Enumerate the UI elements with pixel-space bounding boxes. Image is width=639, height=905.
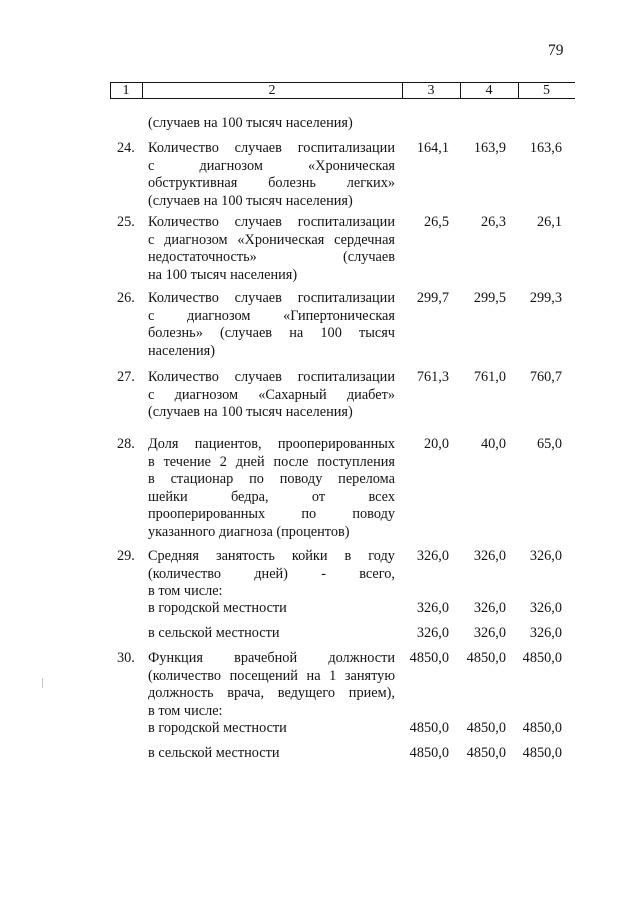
row-text-line [148,685,395,703]
header-col-2: 2 [268,83,276,98]
row-text-line: в том числе: [148,583,223,600]
word: недостаточность» [148,249,257,266]
word: прооперированных [277,436,395,452]
word: диабет» [346,386,395,403]
value-cell: 299,7 [416,290,449,306]
value-cell: 40,0 [480,436,506,452]
word: с [148,231,155,248]
value-cell: 326,0 [473,600,506,616]
word: должность [148,685,214,702]
row-number: 27. [117,369,135,385]
word: дней) [254,565,288,582]
row-number: 25. [117,214,135,230]
word: дней [235,453,265,470]
word: «Сахарный [258,386,327,403]
word: в [148,471,155,488]
continuation-text: (случаев на 100 тысяч населения) [148,115,353,131]
word: болезнь [268,175,316,192]
word: течение [163,453,211,470]
row-text-line [148,140,395,158]
value-cell: 4850,0 [522,650,562,666]
row-number: 30. [117,650,135,666]
value-cell: 760,7 [529,369,562,385]
page-number: 79 [548,42,564,59]
word: случаев [234,214,282,230]
value-cell: 65,0 [536,436,562,452]
word: - [321,565,326,582]
word: занятую [344,667,395,684]
row-text-line [148,454,395,472]
row-text-line [148,175,395,193]
value-cell: 326,0 [529,600,562,616]
word: госпитализации [297,140,395,156]
word: 1 [329,667,337,684]
value-cell: 20,0 [423,436,449,452]
word: Количество [148,369,219,385]
value-cell: 4850,0 [466,720,506,736]
header-col-1: 1 [122,83,130,98]
word: «Гипертоническая [283,307,395,324]
word: поводу [279,471,323,488]
table-header [110,82,575,99]
value-cell: 299,3 [529,290,562,306]
word: Количество [148,214,219,230]
row-text-line: (случаев на 100 тысяч населения) [148,404,353,421]
word: Функция [148,650,203,666]
word: на [306,667,321,684]
value-cell: 326,0 [416,548,449,564]
row-number: 24. [117,140,135,156]
word: после [273,453,309,470]
row-number: 26. [117,290,135,306]
word: болезнь» [148,325,203,342]
value-cell: 4850,0 [522,745,562,761]
word: диагнозом [164,231,228,248]
word: Доля [148,436,179,452]
word: в [344,548,352,564]
margin-mark [42,678,43,688]
value-cell: 4850,0 [409,720,449,736]
word: стационар [170,471,234,488]
row-text-line [148,471,395,489]
value-cell: 761,0 [473,369,506,385]
word: «Хроническая [308,157,395,174]
value-cell: 326,0 [473,548,506,564]
value-cell: 4850,0 [466,650,506,666]
word: диагнозом [187,307,251,324]
word: с [148,307,155,324]
header-col-4: 4 [485,83,493,98]
word: перелома [338,471,395,488]
word: случаев [234,140,282,156]
word: госпитализации [297,290,395,306]
row-text-line: населения) [148,342,215,359]
row-text-line [148,650,395,668]
row-text-line: указанного диагноза (процентов) [148,524,350,540]
row-text-line [148,506,395,524]
word: занятость [215,548,275,564]
row-text-line [148,308,395,326]
word: поступления [317,453,395,470]
word: врача, [227,685,265,702]
row-text-line [148,290,395,308]
value-cell: 4850,0 [409,650,449,666]
value-cell: 26,5 [423,214,449,230]
word: (случаев [342,249,395,266]
word: посещений [229,667,298,684]
word: с [148,157,155,174]
word: диагнозом [174,386,239,403]
word: на [289,325,304,342]
word: по [249,471,264,488]
value-cell: 163,6 [529,140,562,156]
value-cell: 4850,0 [522,720,562,736]
word: (случаев [220,325,273,342]
value-cell: 761,3 [416,369,449,385]
word: 2 [219,453,227,470]
header-col-3: 3 [427,83,435,98]
sub-row-label: в сельской местности [148,625,280,641]
value-cell: 326,0 [416,625,449,641]
word: должности [328,650,395,666]
header-bottom-rule [110,98,575,99]
word: «Хроническая [237,231,325,248]
row-text-line [148,668,395,686]
row-text-line [148,325,395,343]
word: прооперированных [148,506,266,523]
row-text-line [148,232,395,250]
value-cell: 299,5 [473,290,506,306]
word: пациентов, [194,436,262,452]
word: Средняя [148,548,199,564]
value-cell: 326,0 [529,625,562,641]
word: Количество [148,140,219,156]
word: всех [368,488,395,505]
word: 100 [320,325,342,342]
header-col-5: 5 [543,83,550,98]
value-cell: 164,1 [416,140,449,156]
value-cell: 163,9 [473,140,506,156]
row-text-line [148,158,395,176]
word: госпитализации [297,214,395,230]
word: обструктивная [148,175,238,192]
word: госпитализации [297,369,395,385]
word: ведущего [277,685,336,702]
row-text-line [148,489,395,507]
word: в [148,453,155,470]
value-cell: 26,1 [536,214,562,230]
word: Количество [148,290,219,306]
word: году [368,548,395,564]
row-text-line [148,436,395,454]
value-cell: 4850,0 [409,745,449,761]
row-text-line: в том числе: [148,702,223,719]
value-cell: 326,0 [473,625,506,641]
row-text-line [148,548,395,566]
word: легких» [346,175,395,192]
word: койки [291,548,328,564]
sub-row-label: в городской местности [148,600,287,616]
row-text-line [148,214,395,232]
word: тысяч [359,325,395,342]
row-text-line: (случаев на 100 тысяч населения) [148,192,353,209]
value-cell: 26,3 [480,214,506,230]
row-number: 29. [117,548,135,564]
sub-row-label: в сельской местности [148,745,280,761]
value-cell: 4850,0 [466,745,506,761]
value-cell: 326,0 [529,548,562,564]
word: шейки [148,488,188,505]
word: по [301,506,317,523]
word: всего, [359,565,395,582]
word: от [311,488,326,505]
sub-row-label: в городской местности [148,720,287,736]
word: случаев [234,369,282,385]
word: с [148,386,155,403]
row-text-line [148,369,395,387]
word: поводу [352,506,395,523]
row-text-line [148,566,395,584]
row-text-line [148,387,395,405]
row-number: 28. [117,436,135,452]
word: бедра, [230,488,269,505]
word: диагнозом [199,157,263,174]
word: прием), [348,685,395,702]
row-text-line: на 100 тысяч населения) [148,266,298,283]
row-text-line [148,249,395,267]
word: сердечная [334,231,395,248]
value-cell: 326,0 [416,600,449,616]
word: (количество [148,565,222,582]
word: случаев [234,290,282,306]
word: (количество [148,667,222,684]
word: врачебной [234,650,298,666]
